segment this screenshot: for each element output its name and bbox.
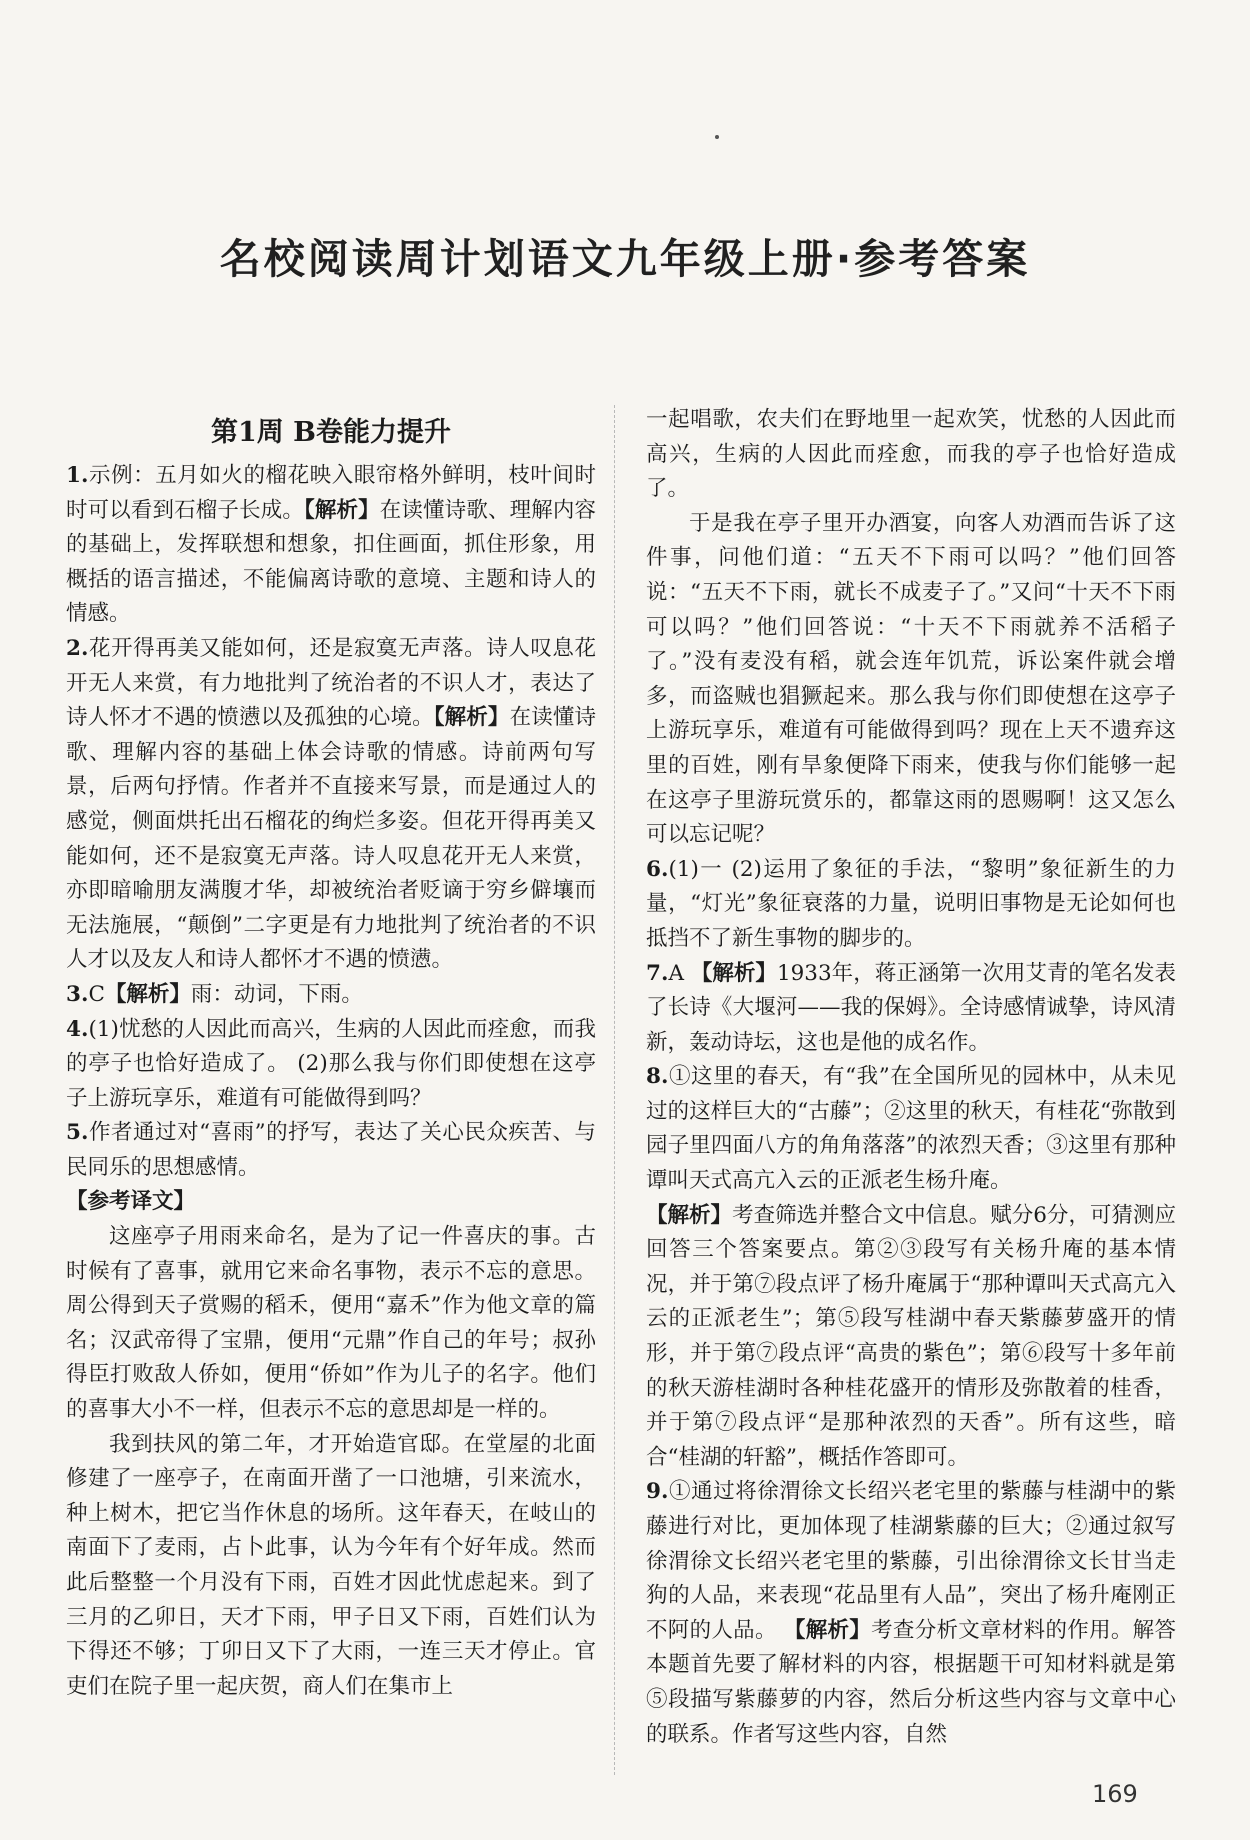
left-column [66,405,596,1704]
answer-item-8-analysis: 【解析】考查筛选并整合文中信息。赋分6分，可猜测应回答三个答案要点。第②③段写有关杨升庵的基本情况，并于第⑦段点评了杨升庵属于“那种谭叫天式高亢入云的正派老生”；第⑤段写桂湖中春天紫藤萝盛开的情形，并于第⑦段点评“高贵的紫色”；第⑥段写十多年前的秋天游桂湖时各种桂花盛开的情形及弥散着的桂香，并于第⑦段点评“是那种浓烈的天香”。所有这些，暗合“桂湖的轩豁”，概括作答即可。 [646,1202,1176,1470]
right-column [646,403,1176,1752]
column-divider [614,405,615,1775]
translation-paragraph: 这座亭子用雨来命名，是为了记一件喜庆的事。古时候有了喜事，就用它来命名事物，表示不忘的意思。周公得到天子赏赐的稻禾，便用“嘉禾”作为他文章的篇名；汉武帝得了宝鼎，便用“元鼎”作自己的年号；叔孙得臣打败敌人侨如，便用“侨如”作为儿子的名字。他们的喜事大小不一样，但表示不忘的意思却是一样的。 [66,1224,596,1423]
answer-item-8: 8.①这里的春天，有“我”在全国所见的园林中，从未见过的这样巨大的“古藤”；②这里的秋天，有桂花“弥散到园子里四面八方的角角落落”的浓烈天香；③这里有那种谭叫天式高亢入云的正派老生杨升庵。 [646,1064,1176,1194]
page-title: 名校阅读周计划语文九年级上册·参考答案 [219,235,1031,283]
answer-item-5: 5.作者通过对“喜雨”的抒写，表达了关心民众疾苦、与民同乐的思想感情。 [66,1120,596,1180]
reference-translation-heading: 【参考译文】 [66,1189,196,1215]
translation-paragraph: 我到扶风的第二年，才开始造官邸。在堂屋的北面修建了一座亭子，在南面开凿了一口池塘，引来流水，种上树木，把它当作休息的场所。这年春天，在岐山的南面下了麦雨，占卜此事，认为今年有个好年成。然而此后整整一个月没有下雨，百姓才因此忧虑起来。到了三月的乙卯日，天才下雨，甲子日又下雨，百姓们认为下得还不够；丁卯日又下了大雨，一连三天才停止。官吏们在院子里一起庆贺，商人们在集市上 [66,1431,596,1699]
section-title: 第1周 B卷能力提升 [210,417,451,448]
answer-item-9: 9.①通过将徐渭徐文长绍兴老宅里的紫藤与桂湖中的紫藤进行对比，更加体现了桂湖紫藤的巨大；②通过叙写徐渭徐文长绍兴老宅里的紫藤，引出徐渭徐文长甘当走狗的人品，来表现“花品里有人品”，突出了杨升庵刚正不阿的人品。 【解析】考查分析文章材料的作用。解答本题首先要了解材料的内容，根据题干可知材料就是第⑤段描写紫藤萝的内容，然后分析这些内容与文章中心的联系。作者写这些内容，自然 [646,1479,1176,1747]
answer-item-2: 2.花开得再美又能如何，还是寂寞无声落。诗人叹息花开无人来赏，有力地批判了统治者的不识人才，表达了诗人怀才不遇的愤懑以及孤独的心境。【解析】在读懂诗歌、理解内容的基础上体会诗歌的情感。诗前两句写景，后两句抒情。作者并不直接来写景，而是通过人的感觉，侧面烘托出石榴花的绚烂多姿。但花开得再美又能如何，还不是寂寞无声落。诗人叹息花开无人来赏，亦即暗喻朋友满腹才华，却被统治者贬谪于穷乡僻壤而无法施展，“颠倒”二字更是有力地批判了统治者的不识人才以及友人和诗人都怀才不遇的愤懑。 [66,635,596,973]
answer-item-3: 3.C【解析】雨：动词，下雨。 [66,981,363,1007]
translation-paragraph: 于是我在亭子里开办酒宴，向客人劝酒而告诉了这件事，问他们道：“五天不下雨可以吗？”他们回答说：“五天不下雨，就长不成麦子了。”又问“十天不下雨可以吗？”他们回答说：“十天不下雨就养不活稻子了。”没有麦没有稻，就会连年饥荒，诉讼案件就会增多，而盗贼也猖獗起来。那么我与你们即使想在这亭子上游玩享乐，难道有可能做得到吗？现在上天不遗弃这里的百姓，刚有旱象便降下雨来，使我与你们能够一起在这亭子里游玩赏乐的，都靠这雨的恩赐啊！这又怎么可以忘记呢？ [646,510,1176,848]
answer-item-6: 6.(1)一 (2)运用了象征的手法，“黎明”象征新生的力量，“灯光”象征衰落的力量，说明旧事物是无论如何也抵挡不了新生事物的脚步的。 [646,856,1176,951]
translation-continuation: 一起唱歌，农夫们在野地里一起欢笑，忧愁的人因此而高兴，生病的人因此而痊愈，而我的亭子也恰好造成了。 [646,407,1176,502]
answer-item-4: 4.(1)忧愁的人因此而高兴，生病的人因此而痊愈，而我的亭子也恰好造成了。 (2)那么我与你们即使想在这亭子上游玩享乐，难道有可能做得到吗？ [66,1016,596,1111]
page-number: 169 [1092,1780,1138,1808]
answer-item-7: 7.A 【解析】1933年，蒋正涵第一次用艾青的笔名发表了长诗《大堰河——我的保姆》。全诗感情诚挚，诗风清新，轰动诗坛，这也是他的成名作。 [646,960,1176,1055]
print-dot [715,135,719,139]
answer-item-1: 1.示例：五月如火的榴花映入眼帘格外鲜明，枝叶间时时可以看到石榴子长成。【解析】在读懂诗歌、理解内容的基础上，发挥联想和想象，扣住画面，抓住形象，用概括的语言描述，不能偏离诗歌的意境、主题和诗人的情感。 [66,463,596,627]
